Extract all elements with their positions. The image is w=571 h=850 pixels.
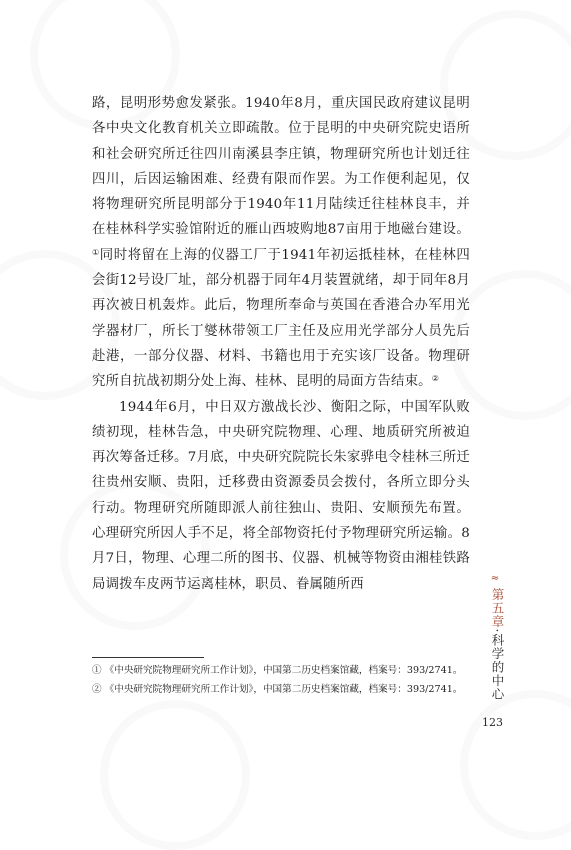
footnote-text: 《中央研究院物理研究所工作计划》，中国第二历史档案馆藏，档案号：393/2741。 bbox=[104, 683, 463, 695]
chapter-label: 第五章 bbox=[490, 588, 505, 629]
footnote-ref-2[interactable]: ② bbox=[431, 374, 440, 384]
page-number: 123 bbox=[482, 716, 503, 729]
paragraph-text: 1944年6月，中日双方激战长沙、衡阳之际，中国军队败绩初现，桂林告急，中央研究院物理、心理、地质研究所被迫再次筹备迁移。7月底，中央研究院院长朱家骅电令桂林三所迁往贵州安顺、贵阳，迁移费由资源委员会拨付，各所立即分头行动。物理研究所随即派人前往独山、贵阳、安顺预先布置。心理研究所因人手不足，将全部物资托付予物理研究所运输。8月7日，物理、心理二所的图书、仪器、机械等物资由湘桂铁路局调拨车皮两节运离桂林，职员、眷属随所西 bbox=[92, 399, 470, 592]
footnote-marker: ② bbox=[92, 683, 102, 695]
header-separator: · bbox=[490, 628, 505, 634]
footnote-marker: ① bbox=[92, 665, 102, 676]
running-header bbox=[484, 588, 506, 701]
main-text bbox=[92, 91, 470, 597]
paragraph-text: 同时将留在上海的仪器工厂于1941年初运抵桂林，在桂林四会街12号设厂址，部分机器于同年4月装置就绪，却于同年8月再次被日机轰炸。此后，物理所奉命与英国在香港合办军用光学器材厂，所长丁燮林带领工厂主任及应用光学部分人员先后赴港，一部分仪器、材料、书籍也用于充实该厂设备。物理研究所自抗战初期分处上海、桂林、昆明的局面方告结束。 bbox=[92, 247, 470, 390]
ornament-icon: ≈ bbox=[490, 573, 500, 584]
chapter-title: 科学的中心 bbox=[490, 633, 505, 701]
watermark-seal bbox=[100, 700, 250, 850]
footnotes bbox=[92, 663, 470, 700]
footnote-1 bbox=[92, 663, 470, 680]
paragraph-1 bbox=[92, 91, 470, 395]
paragraph-2 bbox=[92, 395, 470, 597]
watermark-seal bbox=[460, 690, 571, 840]
footnote-text: 《中央研究院物理研究所工作计划》，中国第二历史档案馆藏，档案号：393/2741。 bbox=[104, 665, 463, 676]
footnote-ref-1[interactable]: ① bbox=[92, 247, 100, 257]
footnote-divider bbox=[92, 657, 204, 658]
paragraph-text: 路，昆明形势愈发紧张。1940年8月，重庆国民政府建议昆明各中央文化教育机关立即疏散。位于昆明的中央研究院史语所和社会研究所迁往四川南溪县李庄镇，物理研究所也计划迁往四川，后因运输困难、经费有限而作罢。为工作便利起见，仅将物理研究所昆明部分于1940年11月陆续迁往桂林良丰，并在桂林科学实验馆附近的雁山西坡购地87亩用于地磁台建设。 bbox=[92, 96, 470, 238]
footnote-2 bbox=[92, 682, 470, 699]
